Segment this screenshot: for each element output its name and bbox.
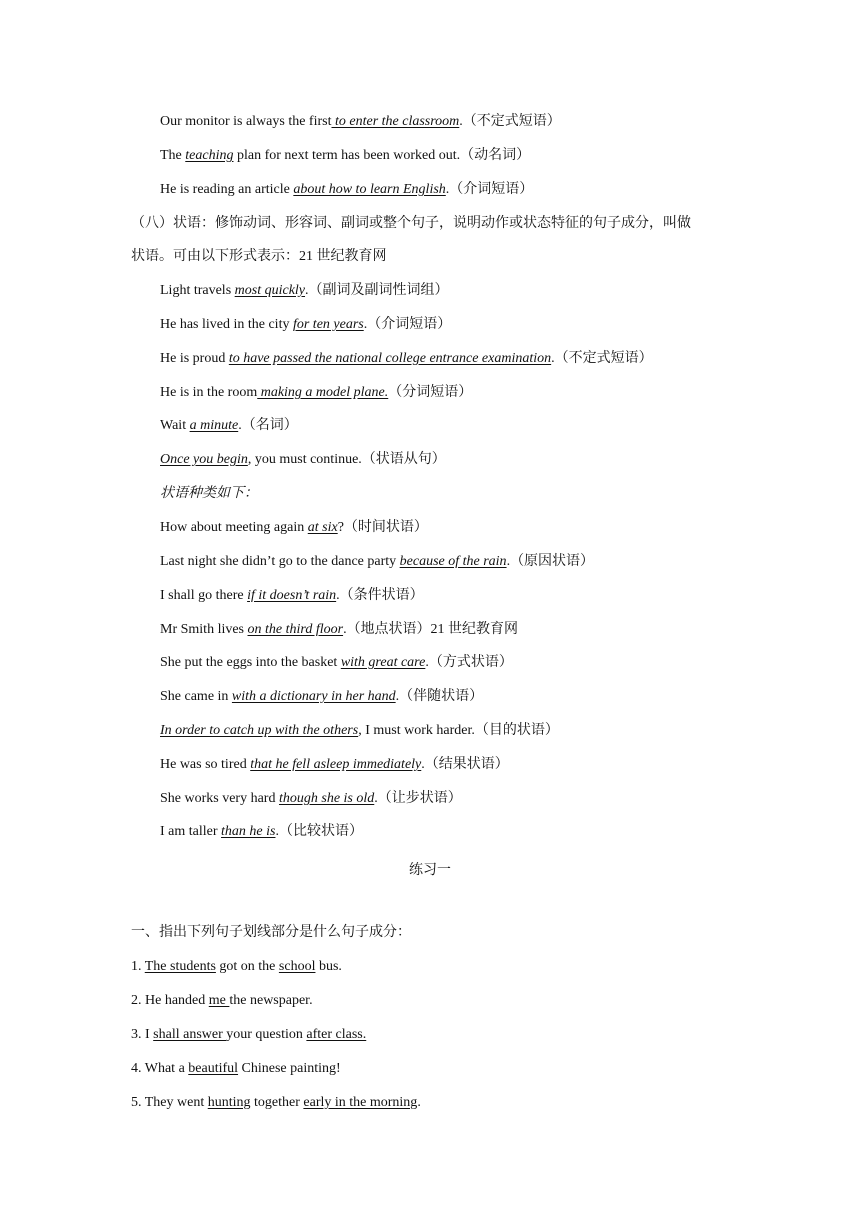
text-segment: 1. xyxy=(131,959,145,974)
text-segment: . xyxy=(417,1095,421,1110)
text-segment: Wait xyxy=(160,418,190,433)
text-segment: your question xyxy=(226,1027,307,1042)
text-segment: .（介词短语） xyxy=(445,182,534,197)
text-segment: .（伴随状语） xyxy=(395,689,484,704)
text-line xyxy=(131,991,313,1011)
underlined-phrase: about how to learn English xyxy=(293,182,446,197)
text-line xyxy=(160,112,561,132)
text-segment: 2. He handed xyxy=(131,993,209,1008)
underlined-phrase: for ten years xyxy=(292,317,364,332)
text-line xyxy=(160,416,298,436)
text-segment: She works very hard xyxy=(160,791,279,806)
text-segment: .（介词短语） xyxy=(363,317,452,332)
underlined-phrase: a minute xyxy=(189,418,239,433)
text-line xyxy=(160,180,533,200)
text-line xyxy=(160,146,530,166)
underlined-phrase: The students xyxy=(144,959,216,974)
text-line xyxy=(131,1059,341,1079)
underlined-phrase: that he fell asleep immediately xyxy=(250,757,422,772)
text-segment: Last night she didn’t go to the dance party xyxy=(160,554,400,569)
underlined-phrase: teaching xyxy=(185,148,234,163)
text-segment: .（名词） xyxy=(238,418,298,433)
text-line xyxy=(160,586,424,606)
underlined-phrase: with a dictionary in her hand xyxy=(231,689,396,704)
underlined-phrase: though she is old xyxy=(278,791,375,806)
underlined-phrase: if it doesn’t rain xyxy=(247,588,337,603)
text-segment: She put the eggs into the basket xyxy=(160,655,341,670)
text-line xyxy=(160,755,509,775)
text-segment: .（不定式短语） xyxy=(459,114,561,129)
text-line xyxy=(131,923,411,943)
underlined-phrase: making a model plane. xyxy=(257,385,389,400)
text-segment: .（比较状语） xyxy=(275,824,363,839)
text-segment: （八）状语：修饰动词、形容词、副词或整个句子，说明动作或状态特征的句子成分，叫做 xyxy=(131,216,691,231)
text-line xyxy=(160,484,258,504)
underlined-phrase: school xyxy=(278,959,316,974)
text-line xyxy=(160,620,518,640)
text-segment: （分词短语） xyxy=(388,385,473,400)
underlined-phrase: at six xyxy=(307,520,338,535)
text-segment: , you must continue.（状语从句） xyxy=(247,452,446,467)
text-segment: the newspaper. xyxy=(229,993,313,1008)
text-segment: ?（时间状语） xyxy=(337,520,428,535)
text-segment: 4. What a xyxy=(131,1061,189,1076)
text-segment: 状语种类如下： xyxy=(160,486,258,501)
text-line xyxy=(160,721,559,741)
text-segment: Mr Smith lives xyxy=(160,622,248,637)
text-segment: He is reading an article xyxy=(160,182,294,197)
text-segment: .（原因状语） xyxy=(506,554,595,569)
text-segment: , I must work harder.（目的状语） xyxy=(358,723,559,738)
text-line xyxy=(160,687,483,707)
text-line xyxy=(160,822,363,842)
underlined-phrase: In order to catch up with the others xyxy=(160,723,359,738)
underlined-phrase: after class. xyxy=(306,1027,367,1042)
text-line xyxy=(131,1025,366,1045)
text-segment: got on the xyxy=(215,959,279,974)
text-line xyxy=(131,1093,421,1113)
text-line xyxy=(160,450,446,470)
text-segment: bus. xyxy=(315,959,342,974)
text-segment: .（地点状语）21 世纪教育网 xyxy=(343,622,519,637)
underlined-phrase: hunting xyxy=(207,1095,251,1110)
text-segment: 5. They went xyxy=(131,1095,208,1110)
text-line xyxy=(160,349,653,369)
text-line xyxy=(160,653,513,673)
text-line xyxy=(160,281,449,301)
text-segment: .（结果状语） xyxy=(421,757,509,772)
underlined-phrase: than he is xyxy=(221,824,276,839)
text-segment: .（方式状语） xyxy=(425,655,513,670)
text-segment: .（副词及副词性词组） xyxy=(305,283,449,298)
text-segment: He was so tired xyxy=(160,757,251,772)
text-line xyxy=(160,552,594,572)
text-line xyxy=(131,957,342,977)
underlined-phrase: with great care xyxy=(340,655,426,670)
underlined-phrase: shall answer xyxy=(153,1027,227,1042)
underlined-phrase: most quickly xyxy=(234,283,306,298)
text-segment: .（不定式短语） xyxy=(551,351,653,366)
underlined-phrase: on the third floor xyxy=(247,622,344,637)
underlined-phrase: beautiful xyxy=(188,1061,239,1076)
text-segment: How about meeting again xyxy=(160,520,308,535)
text-line xyxy=(160,518,428,538)
underlined-phrase: early in the morning xyxy=(303,1095,418,1110)
underlined-phrase: me xyxy=(208,993,230,1008)
text-segment: .（让步状语） xyxy=(374,791,462,806)
text-segment: 练习一 xyxy=(409,863,451,878)
text-segment: Our monitor is always the first xyxy=(160,114,332,129)
text-segment: .（条件状语） xyxy=(336,588,424,603)
text-segment: 状语。可由以下形式表示：21 世纪教育网 xyxy=(131,249,387,264)
text-line xyxy=(160,315,451,335)
section-heading xyxy=(0,861,860,881)
text-line xyxy=(131,214,691,234)
underlined-phrase: to enter the classroom xyxy=(331,114,460,129)
text-segment: plan for next term has been worked out.（动名词） xyxy=(233,148,531,163)
text-segment: I am taller xyxy=(160,824,222,839)
text-segment: Chinese painting! xyxy=(238,1061,341,1076)
text-line xyxy=(131,247,387,267)
text-segment: He has lived in the city xyxy=(160,317,293,332)
text-segment: 一、指出下列句子划线部分是什么句子成分： xyxy=(131,925,411,940)
text-segment: together xyxy=(250,1095,304,1110)
text-segment: I shall go there xyxy=(160,588,248,603)
text-segment: The xyxy=(160,148,186,163)
text-line xyxy=(160,789,462,809)
text-segment: 3. I xyxy=(131,1027,154,1042)
text-segment: She came in xyxy=(160,689,232,704)
underlined-phrase: because of the rain xyxy=(399,554,507,569)
text-line xyxy=(160,383,472,403)
text-segment: He is in the room xyxy=(160,385,258,400)
underlined-phrase: to have passed the national college entrance examination xyxy=(228,351,552,366)
text-segment: He is proud xyxy=(160,351,229,366)
underlined-phrase: Once you begin xyxy=(160,452,248,467)
text-segment: Light travels xyxy=(160,283,235,298)
